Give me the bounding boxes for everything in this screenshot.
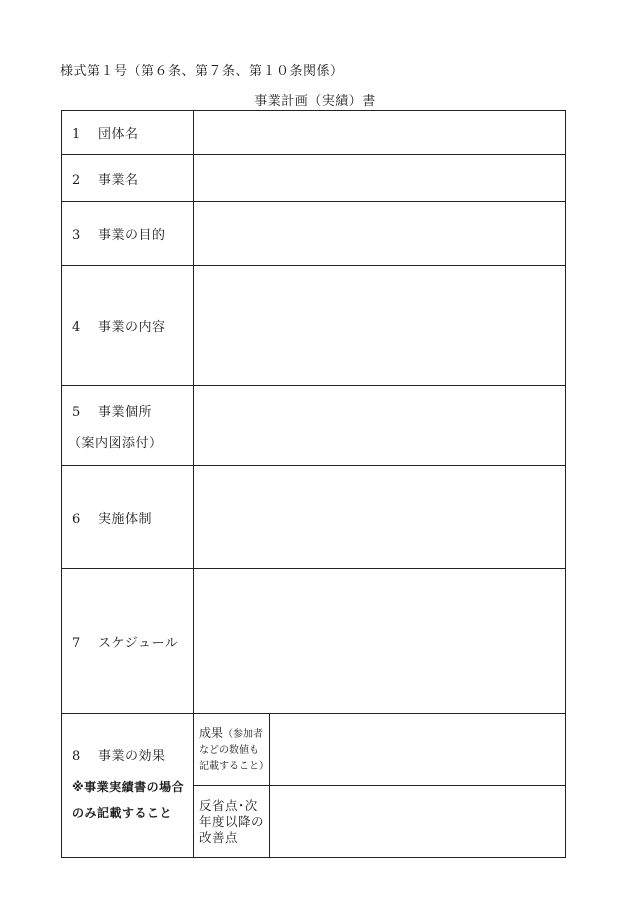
row-project-purpose — [62, 202, 566, 266]
row-number: 7 — [72, 635, 81, 651]
row-organization-name — [62, 111, 566, 155]
row-number: 4 — [72, 320, 81, 335]
location-map-note: （案内図添付） — [68, 435, 163, 451]
implementation-structure-field[interactable] — [194, 466, 566, 569]
row-number: 3 — [72, 228, 81, 243]
organization-name-field[interactable] — [194, 111, 566, 155]
plan-table — [61, 110, 566, 858]
row-effect-results — [62, 714, 566, 786]
schedule-label: スケジュール — [98, 635, 179, 651]
actual-report-only-note: ※事業実績書の場合 のみ記載すること — [72, 780, 185, 820]
project-name-label: 事業名 — [98, 172, 139, 188]
document-title: 事業計画（実績）書 — [254, 94, 376, 109]
schedule-field[interactable] — [194, 569, 566, 714]
reflection-label-cell — [194, 786, 270, 858]
organization-name-label: 団体名 — [98, 127, 139, 142]
reflection-field[interactable] — [270, 786, 566, 858]
project-purpose-field[interactable] — [194, 202, 566, 266]
row-number: 6 — [72, 511, 81, 527]
results-note: （参加者などの数値も記載すること） — [199, 728, 269, 772]
row-project-name — [62, 155, 566, 202]
row-number: 8 — [72, 749, 81, 764]
row-number: 5 — [72, 404, 81, 420]
row-implementation-structure — [62, 466, 566, 569]
project-effect-label: 事業の効果 — [98, 749, 166, 764]
results-label: 成果 — [199, 725, 224, 740]
project-content-label: 事業の内容 — [98, 320, 166, 335]
results-field[interactable] — [270, 714, 566, 786]
project-name-field[interactable] — [194, 155, 566, 202]
project-purpose-label: 事業の目的 — [98, 228, 166, 243]
project-location-label: 事業個所 — [98, 404, 153, 420]
row-project-location — [62, 386, 566, 466]
row-number: 1 — [72, 127, 81, 142]
results-label-cell — [194, 714, 270, 786]
row-number: 2 — [72, 172, 81, 188]
row-schedule — [62, 569, 566, 714]
form-number-label: 様式第１号（第６条、第７条、第１０条関係） — [60, 64, 344, 79]
row-project-content — [62, 266, 566, 386]
project-content-field[interactable] — [194, 266, 566, 386]
reflection-label: 反省点･次年度以降の改善点 — [199, 797, 265, 845]
project-location-field[interactable] — [194, 386, 566, 466]
implementation-structure-label: 実施体制 — [98, 511, 153, 527]
